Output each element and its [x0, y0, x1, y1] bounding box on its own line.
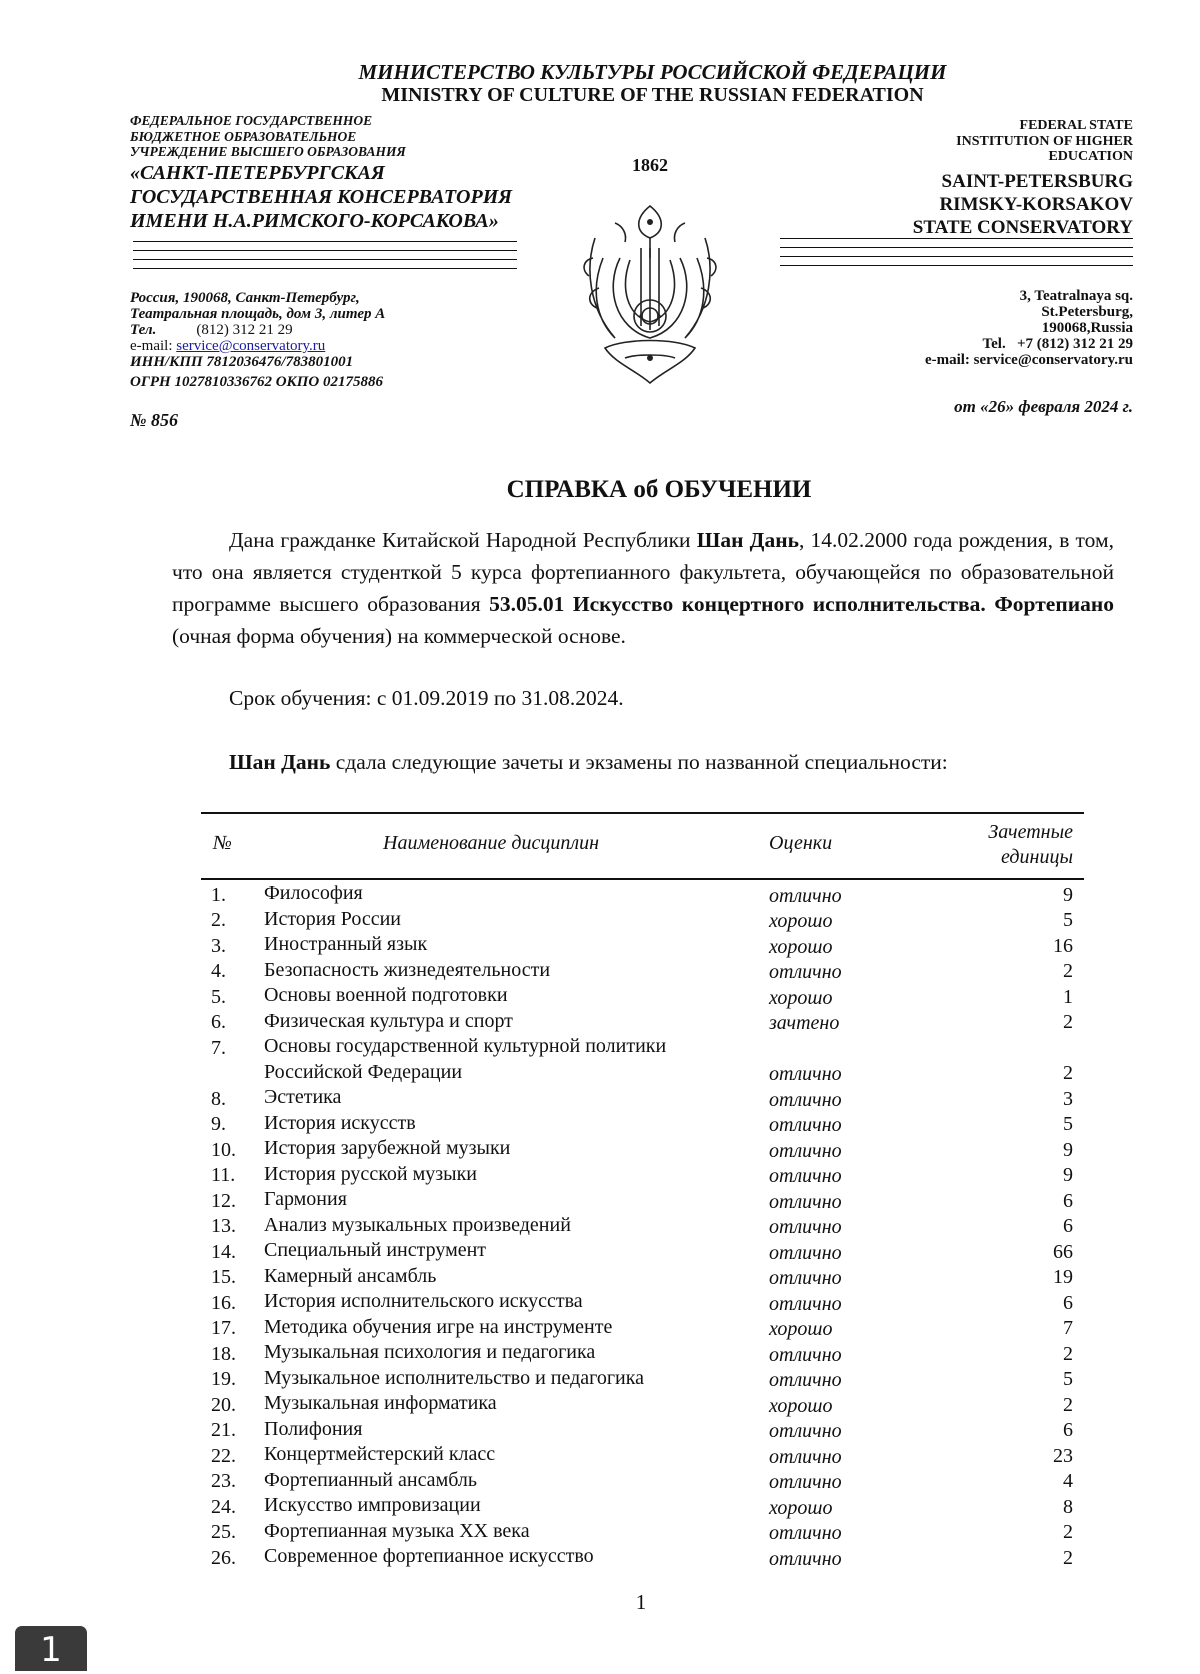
- grade: отлично: [769, 1547, 842, 1570]
- email-line: [130, 338, 385, 354]
- table-row: [201, 881, 1084, 907]
- document-date: от «26» февраля 2024 г.: [954, 397, 1133, 416]
- row-number: 8.: [211, 1087, 226, 1110]
- credits: 5: [1063, 909, 1073, 931]
- table-row: [201, 1391, 1084, 1417]
- table-row: [201, 932, 1084, 958]
- table-row: [201, 1213, 1084, 1239]
- inn-line: ИНН/КПП 7812036476/783801001: [130, 354, 354, 370]
- column-header-discipline: Наименование дисциплин: [383, 832, 599, 854]
- row-number: 10.: [211, 1138, 236, 1161]
- table-row: [201, 1442, 1084, 1468]
- table-row: [201, 1366, 1084, 1392]
- page-badge[interactable]: 1: [15, 1626, 87, 1671]
- credits: 16: [1053, 934, 1073, 957]
- discipline-name: Анализ музыкальных произведений: [264, 1213, 571, 1236]
- credits: 2: [1063, 1393, 1073, 1416]
- certificate-paragraph: [172, 524, 1114, 652]
- address-block-en: [925, 288, 1133, 368]
- row-number: 20.: [211, 1393, 236, 1416]
- row-number: 15.: [211, 1266, 236, 1288]
- discipline-name: История русской музыки: [264, 1162, 478, 1185]
- discipline-name: Камерный ансамбль: [264, 1264, 437, 1287]
- credits: 23: [1053, 1444, 1073, 1467]
- phone-line: [130, 322, 385, 338]
- table-row: [201, 1034, 1084, 1085]
- table-row: [201, 1340, 1084, 1366]
- column-header-credits: [988, 820, 1073, 870]
- table-row: [201, 1187, 1084, 1213]
- grade: отлично: [769, 1139, 842, 1162]
- discipline-name: [264, 1034, 666, 1085]
- lyre-crest-emblem-icon: [575, 198, 725, 388]
- credits: 8: [1063, 1495, 1073, 1518]
- credits: 6: [1063, 1215, 1073, 1237]
- credits: 1: [1063, 985, 1073, 1008]
- discipline-name: Основы военной подготовки: [264, 984, 508, 1006]
- table-header-rule: [201, 878, 1084, 880]
- credits: 7: [1063, 1317, 1073, 1339]
- credits: 2: [1063, 1062, 1073, 1084]
- grade: отлично: [769, 1241, 842, 1264]
- discipline-name: Физическая культура и спорт: [264, 1009, 513, 1032]
- grade: отлично: [769, 1445, 842, 1468]
- exams-intro-text: сдала следующие зачеты и экзамены по названной специальности:: [330, 750, 948, 774]
- grade: зачтено: [769, 1012, 840, 1034]
- row-number: 6.: [211, 1011, 226, 1033]
- grade: хорошо: [769, 986, 833, 1009]
- table-row: [201, 1289, 1084, 1315]
- table-row: [201, 1009, 1084, 1035]
- discipline-name-line: Российской Федерации: [264, 1060, 463, 1083]
- column-header-credits-line: Зачетные: [988, 821, 1073, 843]
- discipline-name: Иностранный язык: [264, 933, 428, 955]
- grade: хорошо: [769, 1318, 833, 1340]
- institution-name-en-line: STATE CONSERVATORY: [912, 217, 1133, 238]
- column-header-number: №: [213, 832, 232, 854]
- header-rule-right: [780, 238, 1133, 273]
- exams-intro: [229, 750, 948, 775]
- program-name: 53.05.01 Искусство концертного исполнительства. Фортепиано: [489, 592, 1114, 616]
- institution-name-en-line: SAINT-PETERSBURG: [941, 171, 1133, 192]
- table-row: [201, 1493, 1084, 1519]
- credits: 9: [1063, 1138, 1073, 1161]
- grade: отлично: [769, 1114, 842, 1136]
- row-number: 3.: [211, 934, 226, 957]
- document-number: № 856: [130, 410, 178, 430]
- table-row: [201, 1162, 1084, 1188]
- ministry-title-ru: МИНИСТЕРСТВО КУЛЬТУРЫ РОССИЙСКОЙ ФЕДЕРАЦИИ: [358, 60, 947, 84]
- row-number: 2.: [211, 909, 226, 931]
- row-number: 9.: [211, 1113, 226, 1135]
- paragraph-text: , 14.02.2000 года рождения, в том, что она является студенткой 5 курса фортепианного факультета, обучающейся по образовательной программе высшего образования: [172, 528, 1114, 616]
- discipline-name: Специальный инструмент: [264, 1239, 487, 1261]
- discipline-name: Фортепианный ансамбль: [264, 1468, 477, 1491]
- grade: отлично: [769, 1522, 842, 1544]
- row-number: 16.: [211, 1291, 236, 1314]
- discipline-name-line: Основы государственной культурной политики: [264, 1035, 667, 1057]
- grade: отлично: [769, 1088, 842, 1111]
- grade: отлично: [769, 1420, 842, 1442]
- ministry-title-en: MINISTRY OF CULTURE OF THE RUSSIAN FEDERATION: [381, 84, 924, 106]
- discipline-name: Методика обучения игре на инструменте: [264, 1315, 613, 1338]
- discipline-name: Музыкальная информатика: [264, 1392, 497, 1414]
- row-number: 12.: [211, 1189, 236, 1212]
- discipline-name: Эстетика: [264, 1086, 342, 1108]
- column-header-credits-line: единицы: [1001, 846, 1073, 868]
- row-number: 23.: [211, 1470, 236, 1492]
- grade: отлично: [769, 1190, 842, 1213]
- discipline-name: История России: [264, 907, 401, 930]
- table-row: [201, 958, 1084, 984]
- row-number: 18.: [211, 1342, 236, 1365]
- discipline-name: Музыкальная психология и педагогика: [264, 1341, 596, 1363]
- grades-table-body: [201, 881, 1084, 1570]
- credits: 9: [1063, 883, 1073, 906]
- institution-type-ru-line: ФЕДЕРАЛЬНОЕ ГОСУДАРСТВЕННОЕ: [130, 113, 373, 128]
- table-row: [201, 1085, 1084, 1111]
- address-block-ru: [130, 290, 385, 390]
- grade: отлично: [769, 1343, 842, 1366]
- grade: хорошо: [769, 935, 833, 958]
- row-number: 7.: [211, 1036, 226, 1059]
- email-line: e-mail: service@conservatory.ru: [924, 352, 1133, 368]
- paragraph-text: Дана гражданке Китайской Народной Республики: [229, 528, 697, 552]
- discipline-name: Музыкальное исполнительство и педагогика: [264, 1366, 645, 1389]
- row-number: 1.: [211, 883, 226, 906]
- discipline-name: Современное фортепианное искусство: [264, 1545, 594, 1567]
- credits: 2: [1063, 1546, 1073, 1569]
- credits: 4: [1063, 1470, 1073, 1492]
- institution-type-ru-line: УЧРЕЖДЕНИЕ ВЫСШЕГО ОБРАЗОВАНИЯ: [130, 144, 406, 159]
- grade: отлично: [769, 1471, 842, 1493]
- grade: хорошо: [769, 910, 833, 932]
- credits: 6: [1063, 1419, 1073, 1441]
- credits: 2: [1063, 1011, 1073, 1033]
- grade: отлично: [769, 1369, 842, 1391]
- discipline-name: История исполнительского искусства: [264, 1290, 583, 1312]
- grade: хорошо: [769, 1496, 833, 1519]
- institution-name-ru-line: ИМЕНИ Н.А.РИМСКОГО-КОРСАКОВА»: [130, 210, 499, 232]
- credits: 66: [1053, 1240, 1073, 1263]
- row-number: 26.: [211, 1546, 236, 1569]
- founding-year: 1862: [632, 155, 668, 175]
- email-label: e-mail:: [130, 338, 173, 354]
- page-number: 1: [635, 1590, 647, 1614]
- grade: отлично: [769, 961, 842, 983]
- document-title: СПРАВКА об ОБУЧЕНИИ: [506, 476, 812, 503]
- grade: отлично: [769, 1165, 842, 1187]
- discipline-name: Полифония: [264, 1417, 363, 1440]
- row-number: 24.: [211, 1495, 236, 1518]
- row-number: 13.: [211, 1215, 236, 1237]
- institution-type-ru-line: БЮДЖЕТНОЕ ОБРАЗОВАТЕЛЬНОЕ: [130, 128, 357, 144]
- table-row: [201, 1264, 1084, 1290]
- ogrn-line: ОГРН 1027810336762 ОКПО 02175886: [130, 374, 383, 390]
- table-row: [201, 1519, 1084, 1545]
- row-number: 19.: [211, 1368, 236, 1390]
- discipline-name: Безопасность жизнедеятельности: [264, 958, 551, 981]
- credits: 6: [1063, 1291, 1073, 1314]
- grade: отлично: [769, 884, 842, 907]
- institution-name-en-line: RIMSKY-KORSAKOV: [939, 194, 1133, 215]
- table-row: [201, 1315, 1084, 1341]
- row-number: 17.: [211, 1317, 236, 1339]
- credits: 5: [1063, 1368, 1073, 1390]
- credits: 9: [1063, 1164, 1073, 1186]
- credits: 3: [1063, 1087, 1073, 1110]
- table-row: [201, 1468, 1084, 1494]
- row-number: 5.: [211, 985, 226, 1008]
- institution-type-en: [956, 118, 1133, 165]
- row-number: 4.: [211, 960, 226, 982]
- discipline-name: Гармония: [264, 1188, 347, 1210]
- grade: отлично: [769, 1063, 842, 1085]
- grade: отлично: [769, 1292, 842, 1315]
- table-row: [201, 1417, 1084, 1443]
- credits: 2: [1063, 1521, 1073, 1543]
- institution-type-en-line: FEDERAL STATE: [1019, 118, 1133, 133]
- discipline-name: Концертмейстерский класс: [264, 1443, 496, 1465]
- table-row: [201, 1136, 1084, 1162]
- institution-name-ru-line: ГОСУДАРСТВЕННАЯ КОНСЕРВАТОРИЯ: [130, 186, 513, 208]
- credits: 6: [1063, 1189, 1073, 1212]
- discipline-name: Философия: [264, 882, 363, 904]
- discipline-name: История зарубежной музыки: [264, 1137, 511, 1159]
- table-row: [201, 983, 1084, 1009]
- table-row: [201, 1111, 1084, 1137]
- student-name: Шан Дань: [229, 750, 331, 774]
- email-link[interactable]: service@conservatory.ru: [176, 338, 326, 354]
- column-header-grade: Оценки: [769, 832, 833, 854]
- institution-name-en: [913, 170, 1133, 239]
- institution-type-ru: [130, 113, 406, 160]
- row-number: 22.: [211, 1444, 236, 1467]
- phone-label: Тел.: [130, 322, 157, 338]
- grade: отлично: [769, 1216, 842, 1238]
- institution-name-ru: [130, 161, 512, 233]
- phone-line: Tel. +7 (812) 312 21 29: [982, 336, 1133, 352]
- credits: 5: [1063, 1113, 1073, 1135]
- discipline-name: Фортепианная музыка XX века: [264, 1519, 530, 1542]
- table-row: [201, 1544, 1084, 1570]
- address-line: St.Petersburg,: [1041, 304, 1133, 320]
- student-name: Шан Дань: [696, 528, 799, 552]
- institution-type-en-line: INSTITUTION OF HIGHER: [956, 133, 1133, 149]
- discipline-name: История искусств: [264, 1111, 416, 1134]
- credits: 2: [1063, 960, 1073, 982]
- row-number: 21.: [211, 1419, 236, 1441]
- table-row: [201, 1238, 1084, 1264]
- phone-number: (812) 312 21 29: [196, 322, 293, 338]
- address-line: Театральная площадь, дом 3, литер А: [130, 306, 386, 322]
- table-top-rule: [201, 812, 1084, 814]
- address-line: 190068,Russia: [1041, 320, 1133, 336]
- grade: хорошо: [769, 1394, 833, 1417]
- header-rule-left: [133, 241, 517, 276]
- row-number: 11.: [211, 1164, 236, 1186]
- institution-type-en-line: EDUCATION: [1048, 149, 1133, 164]
- row-number: 25.: [211, 1521, 236, 1543]
- paragraph-text: (очная форма обучения) на коммерческой основе.: [172, 624, 626, 648]
- study-term: Срок обучения: с 01.09.2019 по 31.08.2024.: [229, 686, 624, 710]
- credits: 19: [1053, 1266, 1073, 1288]
- institution-name-ru-line: «САНКТ-ПЕТЕРБУРГСКАЯ: [130, 162, 385, 184]
- table-row: [201, 907, 1084, 933]
- address-line: Россия, 190068, Санкт-Петербург,: [130, 290, 360, 306]
- discipline-name: Искусство импровизации: [264, 1494, 481, 1516]
- grade: отлично: [769, 1267, 842, 1289]
- row-number: 14.: [211, 1240, 236, 1263]
- address-line: 3, Teatralnaya sq.: [1019, 288, 1133, 304]
- credits: 2: [1063, 1342, 1073, 1365]
